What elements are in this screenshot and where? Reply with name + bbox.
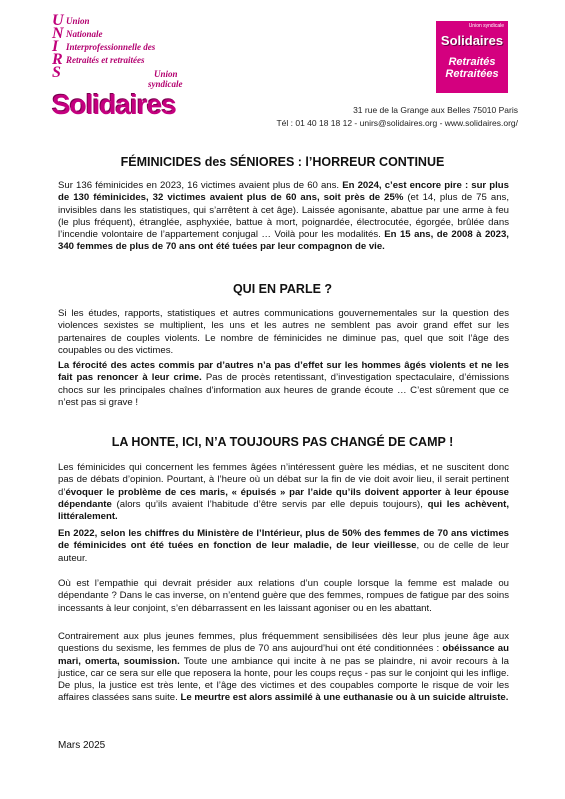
bold-run: La férocité des actes commis par d’autres n’a pas d’effet sur les hommes âgés violents et ne les fait pas renoncer à leur crime. bbox=[58, 360, 509, 384]
initial-u: U bbox=[52, 12, 64, 29]
address-block bbox=[276, 104, 518, 130]
bold-run: En 15 ans, de 2008 à 2023, 340 femmes de plus de 70 ans ont été tuées par leur compagnon de vie. bbox=[58, 229, 509, 253]
text-run: Les féminicides qui concernent les femmes âgées n’intéressent guère les médias, et ne suscitent donc pas de débats d’opinion. Pourtant, à l’heure où un débat sur la fin de vie doit avoir lieu, il serait pertinent d’ bbox=[58, 462, 509, 498]
logo-right-line1: Retraités bbox=[448, 56, 496, 68]
logo-right-retraites bbox=[436, 56, 508, 80]
bold-run: évoquer le problème de ces maris, « épuisés » par l’aide qu’ils doivent apporter à leur épouse dépendante bbox=[58, 486, 509, 510]
solidaires-retraites-logo bbox=[436, 21, 508, 93]
bold-run: En 2024, c’est encore pire : sur plus de 130 féminicides, 32 victimes avaient plus de 60 ans, soit près de 25% bbox=[58, 180, 509, 204]
bold-run: Le meurtre est alors assimilé à une euthanasie ou à un suicide altruiste. bbox=[180, 692, 509, 704]
document-date: Mars 2025 bbox=[58, 740, 106, 751]
logo-line: Union bbox=[66, 16, 90, 26]
paragraph-6 bbox=[58, 578, 509, 615]
paragraph-3 bbox=[58, 360, 509, 409]
address-street: 31 rue de la Grange aux Belles 75010 Paris bbox=[353, 105, 518, 115]
initial-i: I bbox=[52, 38, 59, 55]
logo-initials bbox=[52, 14, 66, 79]
logo-right-union-syndicale: Union syndicale bbox=[468, 23, 504, 29]
logo-right-line2: Retraitées bbox=[445, 68, 499, 80]
section-title-la-honte: LA HONTE, ICI, N’A TOUJOURS PAS CHANGÉ DE CAMP ! bbox=[111, 435, 454, 449]
text-run: Si les études, rapports, statistiques et autres communications gouvernementales sur la question des violences sexistes se multiplient, les uns et les autres ne semblent pas avoir grand effet sur les partenaires de couples violents. Le nombre de féminicides ne diminue pas, quel que soit l’âge des coupables ou des victimes. bbox=[58, 308, 509, 356]
logo-syndicale: syndicale bbox=[148, 79, 183, 89]
text-run: Où est l’empathie qui devrait présider aux relations d’un couple lorsque la femme est malade ou dépendante ? Dans le cas inverse, on n’entend guère que des femmes, rompues de fatigue par des soins incessants à leur conjoint, s’en débarrassent en les laissant agoniser ou en les abattant. bbox=[58, 578, 509, 614]
text-run: (et 14, plus de 75 ans, invisibles dans les statistiques, qui s’arrêtent à cet âge). Laissée agonisante, abattue par une arme à feu (le plus fréquent), étranglée, asphyxiée, battue à mort, poignardée, électrocutée, égorgée, brûlée dans l’incendie volontaire de l’appartement conjugal … Voilà pour les modalités. bbox=[58, 192, 509, 241]
logo-line: Retraités et retraitées bbox=[66, 55, 145, 65]
paragraph-5 bbox=[58, 528, 509, 565]
logo-line: Interprofessionnelle des bbox=[66, 42, 156, 52]
initial-n: N bbox=[52, 25, 64, 42]
bold-run: En 2022, selon les chiffres du Ministère de l’Intérieur, plus de 50% des femmes de 70 ans victimes de féminicides ont été tuées en fonction de leur maladie, de leur vieillesse bbox=[58, 528, 509, 552]
text-run: Toute une ambiance qui incite à ne pas se plaindre, ni avoir recours à la justice, car ce sera sur elle que reposera la honte, pour les coups reçus - pas sur le conjoint qui les inflige. De plus, la justice est très lente, et l’âge des victimes et des coupables comporte le risque de voir les affaires classées sans suite. bbox=[58, 655, 509, 704]
initial-r: R bbox=[52, 51, 63, 68]
paragraph-1 bbox=[58, 180, 509, 254]
text-run: Sur 136 féminicides en 2023, 16 victimes avaient plus de 60 ans. bbox=[58, 180, 343, 191]
document-title: FÉMINICIDES des SÉNIORES : l’HORREUR CONTINUE bbox=[120, 155, 445, 169]
address-contact: Tél : 01 40 18 18 12 - unirs@solidaires.org - www.solidaires.org/ bbox=[276, 118, 518, 128]
logo-brand: Solidaires bbox=[52, 89, 176, 120]
logo-union-syndicale bbox=[148, 69, 183, 89]
logo-right-brand: Solidaires bbox=[440, 33, 504, 48]
bold-run: qui les achèvent, littéralement. bbox=[58, 498, 510, 523]
logo-union: Union bbox=[154, 69, 178, 79]
logo-line: Nationale bbox=[66, 29, 103, 39]
text-run: Pas de procès retentissant, d’investigation spectaculaire, d’émissions chocs sur les principales chaînes d’information aux heures de grande écoute … C’est sûrement que ce n’est pas si grave ! bbox=[58, 372, 509, 408]
unirs-logo bbox=[52, 12, 202, 120]
initial-s: S bbox=[52, 64, 61, 81]
paragraph-7 bbox=[58, 631, 509, 705]
paragraph-2 bbox=[58, 308, 509, 357]
text-run: (alors qu’ils avaient l’habitude d’être servis par elle depuis toujours), bbox=[111, 498, 428, 510]
bold-run: obéissance au mari, omerta, soumission. bbox=[58, 643, 509, 667]
text-run: Contrairement aux plus jeunes femmes, plus fréquemment sensibilisées dès leur plus jeune âge aux questions du sexisme, les femmes de plus de 70 ans aujourd’hui ont été conditionnées : bbox=[58, 631, 509, 655]
section-title-qui-en-parle: QUI EN PARLE ? bbox=[232, 282, 333, 296]
text-run: , ou de celle de leur auteur. bbox=[58, 540, 509, 564]
paragraph-4 bbox=[58, 462, 509, 523]
logo-words bbox=[66, 15, 155, 67]
